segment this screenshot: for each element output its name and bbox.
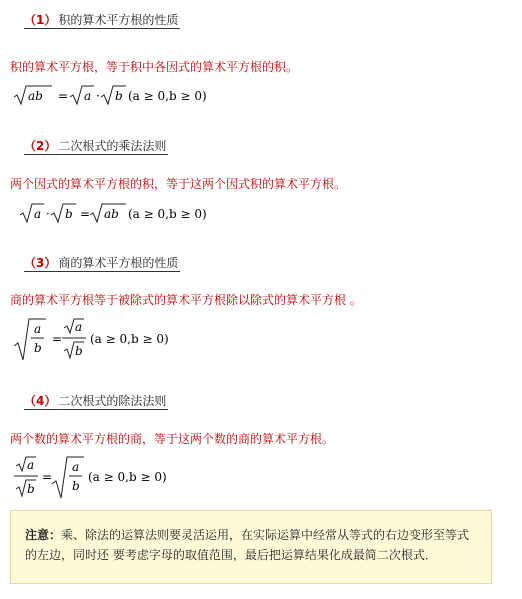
note-text: 乘、除法的运算法则要灵活运用，在实际运算中经常从等式的右边变形至等式的左边，同时还 要考虑字母的取值范围，最后把运算结果化成最简二次根式． xyxy=(25,528,470,562)
condition: (a ≥ 0,b ≥ 0) xyxy=(128,89,207,103)
numerator-a: a xyxy=(72,460,80,474)
numerator-a: a xyxy=(75,320,83,334)
equals-sign: = xyxy=(58,89,69,103)
denominator-b: b xyxy=(72,479,80,493)
formula-3-svg xyxy=(12,316,272,364)
section-4-rule: 两个数的算术平方根的商，等于这两个数的商的算术平方根。 xyxy=(10,432,335,446)
section-title: 商的算术平方根的性质 xyxy=(58,256,179,270)
formula-1-svg xyxy=(12,84,272,108)
section-number: （3） xyxy=(24,256,57,270)
section-number: （1） xyxy=(24,13,57,27)
numerator-a: a xyxy=(27,458,35,472)
section-number: （2） xyxy=(24,139,57,153)
section-2-heading xyxy=(24,138,168,155)
condition: (a ≥ 0,b ≥ 0) xyxy=(90,332,169,346)
equals-sign: = xyxy=(80,207,91,221)
section-3-formula xyxy=(12,316,272,367)
dot-operator: · xyxy=(46,207,50,221)
section-2-formula xyxy=(12,202,272,229)
section-4-formula xyxy=(12,454,272,505)
radicand-b: b xyxy=(65,207,73,221)
radicand-ab: ab xyxy=(104,207,119,221)
note-label: 注意： xyxy=(25,528,62,542)
section-3-heading xyxy=(24,255,180,272)
formula-4-svg xyxy=(12,454,272,502)
section-title: 二次根式的乘法法则 xyxy=(58,139,167,153)
section-3-rule: 商的算术平方根等于被除式的算术平方根除以除式的算术平方根 。 xyxy=(10,293,362,307)
section-1-formula xyxy=(12,84,272,111)
dot-operator: · xyxy=(96,89,100,103)
formula-2-svg xyxy=(12,202,272,226)
denominator-b: b xyxy=(34,341,42,355)
radicand-b: b xyxy=(115,89,123,103)
equals-sign: = xyxy=(52,332,63,346)
section-1-rule: 积的算术平方根，等于积中各因式的算术平方根的积。 xyxy=(10,60,299,74)
radicand-ab: ab xyxy=(28,89,43,103)
radicand-a: a xyxy=(84,89,92,103)
denominator-b: b xyxy=(75,344,83,358)
section-2-rule: 两个因式的算术平方根的积，等于这两个因式积的算术平方根。 xyxy=(10,177,347,191)
section-4-heading xyxy=(24,393,168,410)
condition: (a ≥ 0,b ≥ 0) xyxy=(88,470,167,484)
section-1-heading xyxy=(24,12,180,29)
equals-sign: = xyxy=(42,470,53,484)
denominator-b: b xyxy=(27,482,35,496)
radicand-a: a xyxy=(34,207,42,221)
section-number: （4） xyxy=(24,394,57,408)
section-title: 积的算术平方根的性质 xyxy=(58,13,179,27)
numerator-a: a xyxy=(34,322,42,336)
section-title: 二次根式的除法法则 xyxy=(58,394,167,408)
note-box xyxy=(10,510,492,584)
condition: (a ≥ 0,b ≥ 0) xyxy=(128,207,207,221)
